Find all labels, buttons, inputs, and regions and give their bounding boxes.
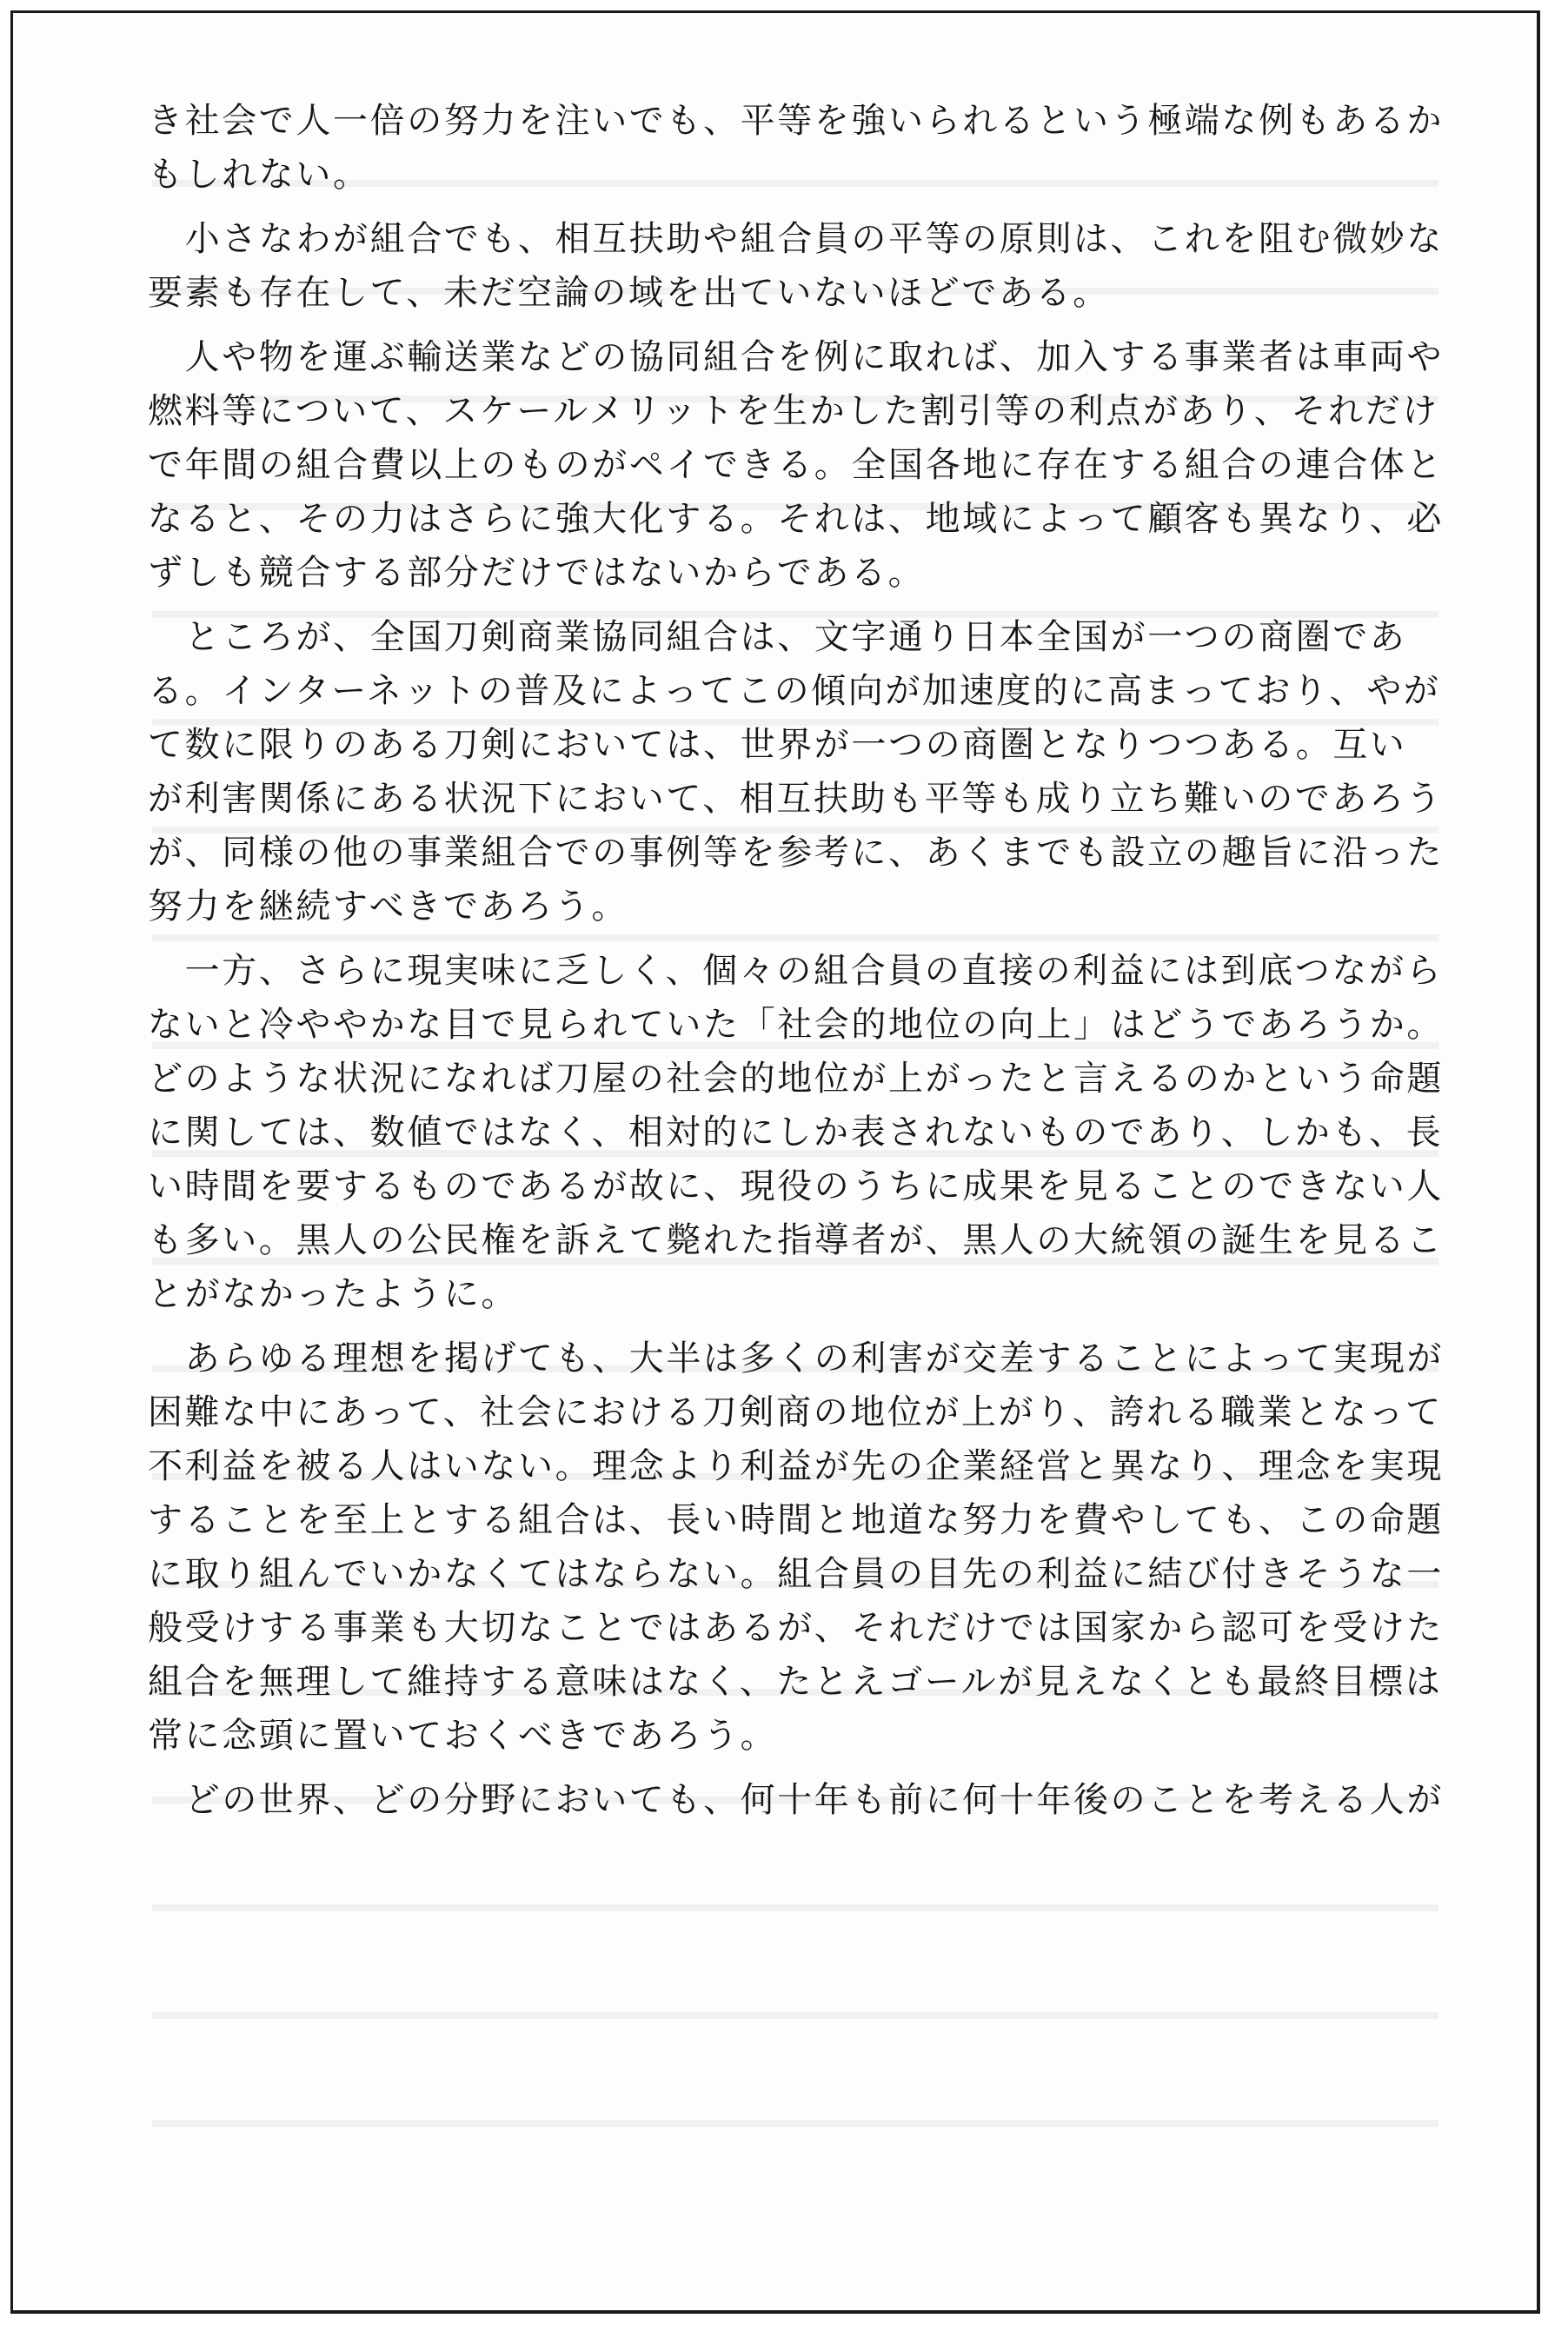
text-line: とがなかったように。 [148,1274,518,1314]
text-line: 小さなわが組合でも、相互扶助や組合員の平等の原則は、これを阻む微妙な [148,219,1444,259]
text-line: る。インターネットの普及によってこの傾向が加速度的に高まっており、やが [148,671,1441,711]
text-line: ところが、全国刀剣商業協同組合は、文字通り日本全国が一つの商圏であ [148,617,1407,657]
text-line: ずしも競合する部分だけではないからである。 [148,553,926,593]
text-line: で年間の組合費以上のものがペイできる。全国各地に存在する組合の連合体と [148,445,1444,485]
text-line: 要素も存在して、未だ空論の域を出ていないほどである。 [148,273,1110,313]
text-line: 組合を無理して維持する意味はなく、たとえゴールが見えなくとも最終目標は [148,1662,1443,1702]
text-line: が、同様の他の事業組合での事例等を参考に、あくまでも設立の趣旨に沿った [148,833,1444,873]
text-line: 常に念頭に置いておくべきであろう。 [148,1716,778,1756]
text-line: が利害関係にある状況下において、相互扶助も平等も成り立ち難いのであろう [148,779,1444,819]
text-line: き社会で人一倍の努力を注いでも、平等を強いられるという極端な例もあるか [148,101,1444,141]
text-line: あらゆる理想を掲げても、大半は多くの利害が交差することによって実現が [148,1339,1444,1378]
text-line: もしれない。 [148,155,370,195]
text-line: 燃料等について、スケールメリットを生かした割引等の利点があり、それだけ [148,391,1439,431]
text-line: 一方、さらに現実味に乏しく、個々の組合員の直接の利益には到底つながら [148,951,1444,991]
text-line: 不利益を被る人はいない。理念より利益が先の企業経営と異なり、理念を実現 [148,1446,1444,1486]
text-line: い時間を要するものであるが故に、現役のうちに成果を見ることのできない人 [148,1166,1444,1206]
text-line: も多い。黒人の公民権を訴えて斃れた指導者が、黒人の大統領の誕生を見るこ [148,1220,1444,1260]
text-line: に関しては、数値ではなく、相対的にしか表されないものであり、しかも、長 [148,1113,1444,1153]
text-line: 困難な中にあって、社会における刀剣商の地位が上がり、誇れる職業となって [148,1392,1443,1432]
text-line: することを至上とする組合は、長い時間と地道な努力を費やしても、この命題 [148,1500,1444,1540]
text-line: どのような状況になれば刀屋の社会的地位が上がったと言えるのかという命題 [148,1059,1444,1099]
text-line: に取り組んでいかなくてはならない。組合員の目先の利益に結び付きそうな一 [148,1554,1444,1594]
text-line: 努力を継続すべきであろう。 [148,887,628,927]
text-line: どの世界、どの分野においても、何十年も前に何十年後のことを考える人が [148,1780,1444,1820]
text-line: 人や物を運ぶ輸送業などの協同組合を例に取れば、加入する事業者は車両や [148,337,1444,377]
text-line: ないと冷ややかな目で見られていた「社会的地位の向上」はどうであろうか。 [148,1005,1444,1045]
text-line: なると、その力はさらに強大化する。それは、地域によって顧客も異なり、必 [148,499,1444,539]
body-text [148,94,1444,1827]
text-line: 般受けする事業も大切なことではあるが、それだけでは国家から認可を受けた [148,1608,1444,1648]
text-line: て数に限りのある刀剣においては、世界が一つの商圏となりつつある。互い [148,725,1407,765]
